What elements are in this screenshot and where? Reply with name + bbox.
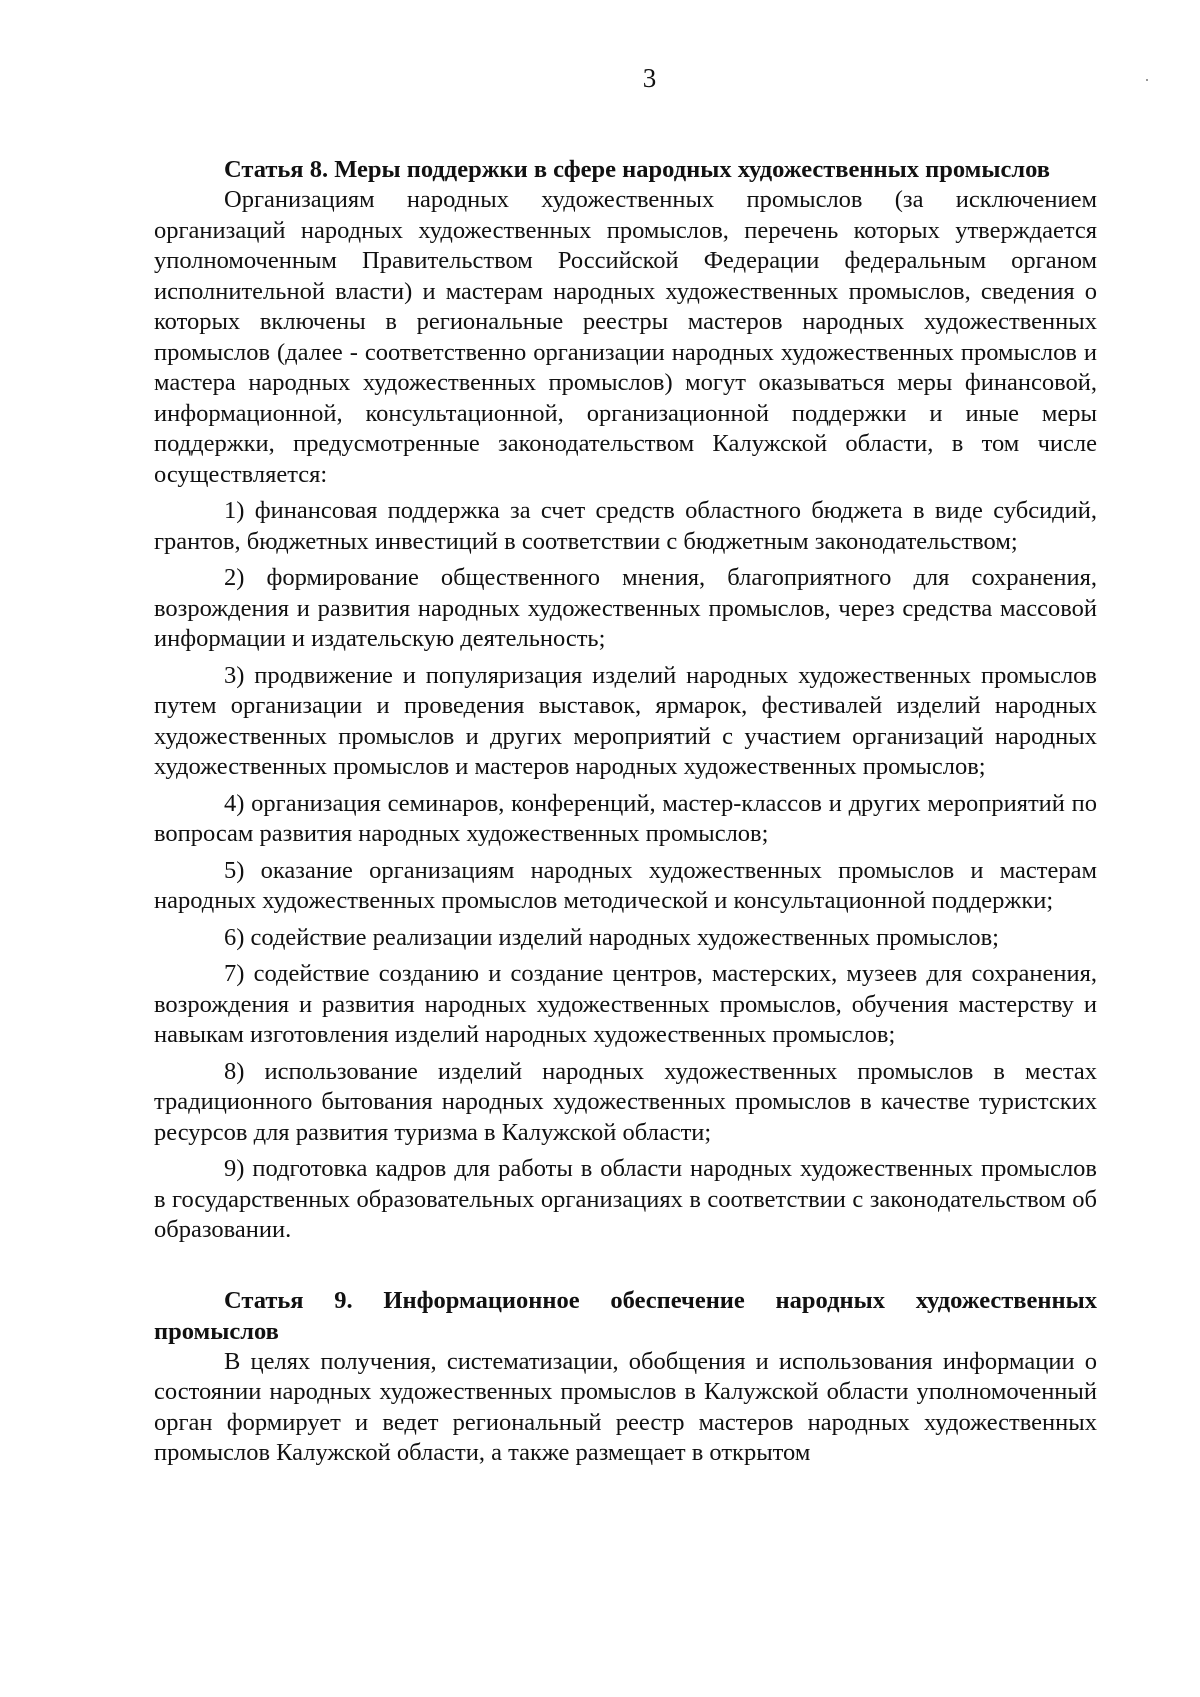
article-9 xyxy=(154,1285,1097,1469)
list-item: 8) использование изделий народных художественных промыслов в местах традиционного бытования народных художественных промыслов в качестве туристских ресурсов для развития туризма в Калужской области; xyxy=(154,1057,1097,1146)
list-item: 2) формирование общественного мнения, благоприятного для сохранения, возрождения и развития народных художественных промыслов, через средства массовой информации и издательскую деятельность; xyxy=(154,564,1097,652)
article-8 xyxy=(154,154,1097,1246)
list-item: 7) содействие созданию и создание центров, мастерских, музеев для сохранения, возрождения и развития народных художественных промыслов, обучения мастерству и навыкам изготовления изделий народных художественных промыслов; xyxy=(154,960,1097,1048)
article-8-items xyxy=(154,496,1097,1246)
list-item: 5) оказание организациям народных художественных промыслов и мастерам народных художественных промыслов методической и консультационной поддержки; xyxy=(154,856,1097,914)
scan-speck xyxy=(1146,79,1148,81)
list-item: 3) продвижение и популяризация изделий народных художественных промыслов путем организации и проведения выставок, ярмарок, фестивалей изделий народных художественных промыслов и других мероприятий с участием организаций народных художественных промыслов и мастеров народных художественных промыслов; xyxy=(154,661,1097,780)
page-number: 3 xyxy=(642,63,657,93)
article-9-heading: Статья 9. Информационное обеспечение народных художественных промыслов xyxy=(154,1286,1097,1345)
article-8-heading: Статья 8. Меры поддержки в сфере народных художественных промыслов xyxy=(224,156,1050,183)
list-item: 6) содействие реализации изделий народных художественных промыслов; xyxy=(224,923,999,951)
list-item: 4) организация семинаров, конференций, мастер-классов и других мероприятий по вопросам развития народных художественных промыслов; xyxy=(154,789,1097,847)
list-item: 1) финансовая поддержка за счет средств областного бюджета в виде субсидий, грантов, бюджетных инвестиций в соответствии с бюджетным законодательством; xyxy=(154,497,1097,555)
article-9-intro: В целях получения, систематизации, обобщения и использования информации о состоянии народных художественных промыслов в Калужской области уполномоченный орган формирует и ведет региональный реестр мастеров народных художественных промыслов Калужской области, а также размещает в открытом xyxy=(154,1347,1097,1466)
article-8-intro: Организациям народных художественных промыслов (за исключением организаций народных художественных промыслов, перечень которых утверждается уполномоченным Правительством Российской Федерации федеральным органом исполнительной власти) и мастерам народных художественных промыслов, сведения о которых включены в региональные реестры мастеров народных художественных промыслов (далее - соответственно организации народных художественных промыслов и мастера народных художественных промыслов) могут оказываться меры финансовой, информационной, консультационной, организационной поддержки и иные меры поддержки, предусмотренные законодательством Калужской области, в том числе осуществляется: xyxy=(154,186,1097,488)
list-item: 9) подготовка кадров для работы в области народных художественных промыслов в государственных образовательных организациях в соответствии с законодательством об образовании. xyxy=(154,1155,1097,1243)
